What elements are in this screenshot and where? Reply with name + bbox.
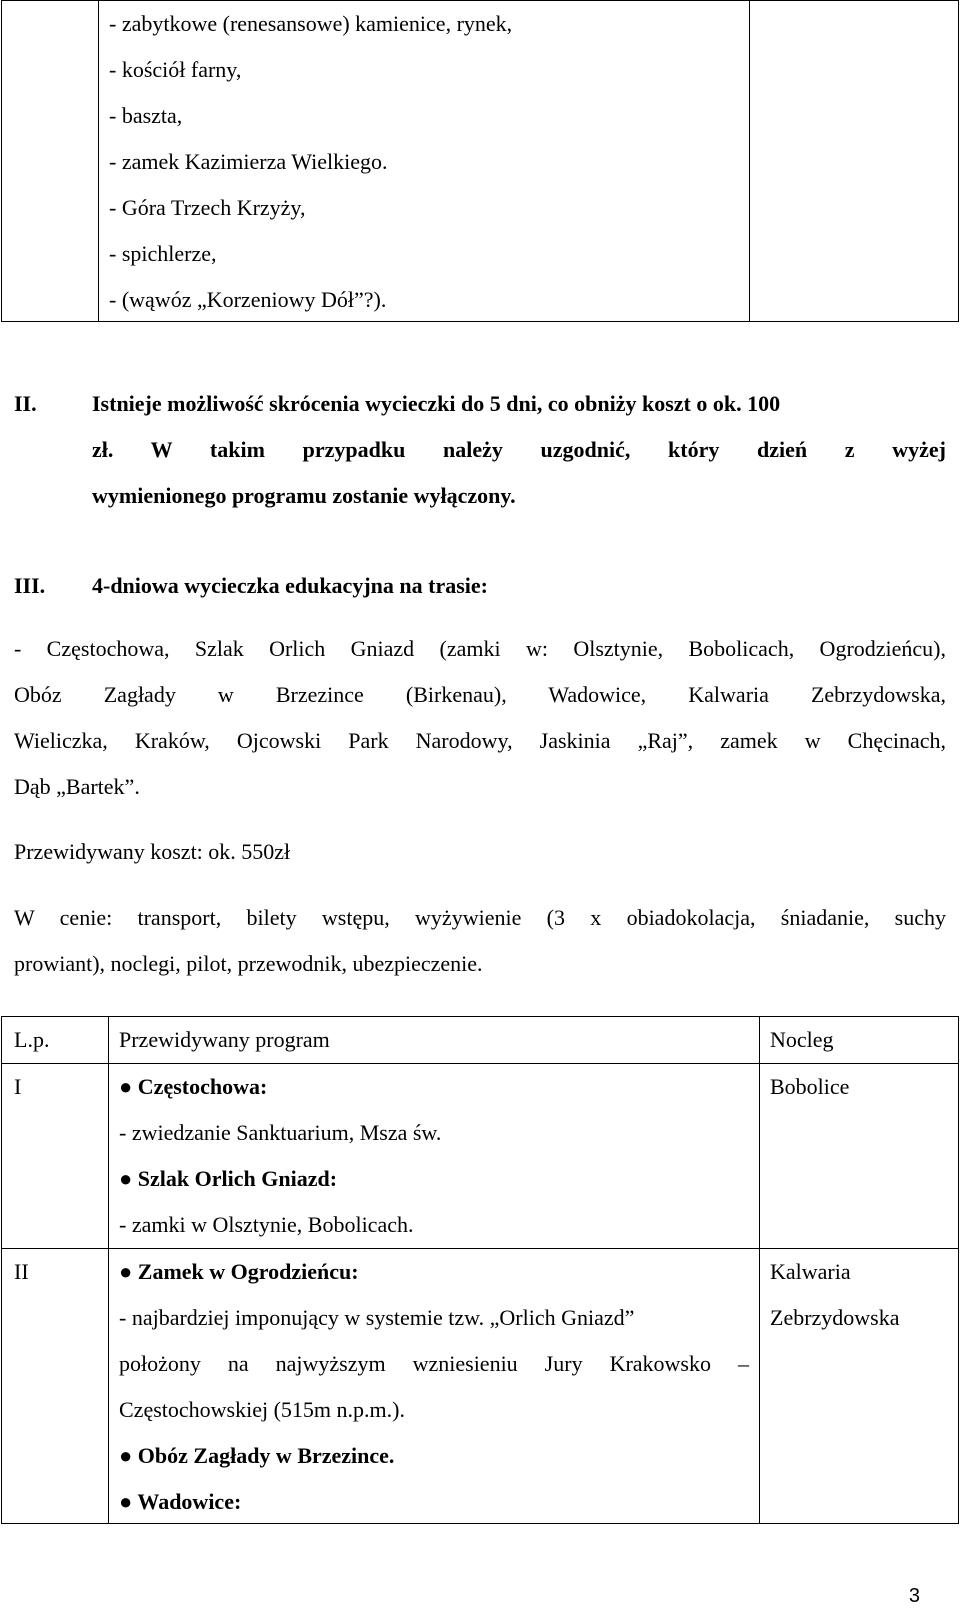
lp-cell: I — [2, 1064, 109, 1249]
price-includes-line: prowiant), noclegi, pilot, przewodnik, ubezpieczenie. — [14, 951, 483, 976]
header-lp: L.p. — [2, 1017, 109, 1064]
list-item: - Góra Trzech Krzyży, — [109, 195, 306, 220]
list-item: Częstochowskiej (515m n.p.m.). — [119, 1397, 405, 1422]
table-row — [2, 1249, 959, 1524]
program-cell — [109, 1064, 760, 1249]
list-item: ● Szlak Orlich Gniazd: — [119, 1166, 338, 1191]
list-item: ● Wadowice: — [119, 1489, 242, 1514]
list-item: - zwiedzanie Sanktuarium, Msza św. — [119, 1120, 442, 1145]
price-includes-line: W cenie: transport, bilety wstępu, wyżywienie (3 x obiadokolacja, śniadanie, suchy — [14, 905, 946, 930]
lp-cell — [2, 1, 99, 322]
program-table — [1, 1016, 959, 1524]
program-cell — [109, 1249, 760, 1524]
price-includes — [14, 895, 946, 987]
bullet-icon: ● — [119, 1259, 133, 1284]
list-item: ● Zamek w Ogrodzieńcu: — [119, 1259, 359, 1284]
header-nocleg: Nocleg — [760, 1017, 959, 1064]
list-item: - baszta, — [109, 103, 183, 128]
continuation-table — [1, 0, 959, 322]
cost-text: Przewidywany koszt: ok. 550zł — [14, 839, 291, 864]
section-numeral: III. — [14, 573, 46, 598]
bullet-icon: ● — [119, 1489, 133, 1514]
list-item: ● Obóz Zagłady w Brzezince. — [119, 1443, 395, 1468]
program-cell — [99, 1, 750, 322]
lp-cell: II — [2, 1249, 109, 1524]
header-program: Przewidywany program — [109, 1017, 760, 1064]
section-text: wymienionego programu zostanie wyłączony. — [92, 483, 516, 508]
list-item: - kościół farny, — [109, 57, 242, 82]
section-text: Istnieje możliwość skrócenia wycieczki do 5 dni, co obniży koszt o ok. 100 — [92, 391, 781, 416]
list-item: - spichlerze, — [109, 241, 217, 266]
route-line: Dąb „Bartek”. — [14, 774, 140, 799]
section-iii — [14, 563, 946, 609]
route-line: Wieliczka, Kraków, Ojcowski Park Narodowy, Jaskinia „Raj”, zamek w Chęcinach, — [14, 728, 946, 753]
list-item: ● Częstochowa: — [119, 1074, 268, 1099]
nocleg-cell: Kalwaria Zebrzydowska — [760, 1249, 959, 1524]
route-line: Obóz Zagłady w Brzezince (Birkenau), Wadowice, Kalwaria Zebrzydowska, — [14, 682, 946, 707]
bullet-icon: ● — [119, 1074, 133, 1099]
route-paragraph — [14, 626, 946, 810]
section-text: zł. W takim przypadku należy uzgodnić, który dzień z wyżej — [92, 437, 946, 462]
list-item: - zamki w Olsztynie, Bobolicach. — [119, 1212, 414, 1237]
nocleg-cell — [750, 1, 959, 322]
page-number: 3 — [908, 1585, 920, 1607]
cost-line — [14, 829, 946, 875]
route-line: - Częstochowa, Szlak Orlich Gniazd (zamki w: Olsztynie, Bobolicach, Ogrodzieńcu), — [14, 636, 946, 661]
section-title: 4-dniowa wycieczka edukacyjna na trasie: — [92, 573, 488, 598]
table-header-row — [2, 1017, 959, 1064]
bullet-icon: ● — [119, 1443, 133, 1468]
list-item: - zabytkowe (renesansowe) kamienice, rynek, — [109, 11, 513, 36]
nocleg-cell: Bobolice — [760, 1064, 959, 1249]
list-item: - (wąwóz „Korzeniowy Dół”?). — [109, 287, 387, 312]
list-item: położony na najwyższym wzniesieniu Jury Krakowsko – — [119, 1351, 749, 1376]
section-numeral: II. — [14, 391, 37, 416]
list-item: - zamek Kazimierza Wielkiego. — [109, 149, 388, 174]
table-row — [2, 1064, 959, 1249]
bullet-icon: ● — [119, 1166, 133, 1191]
list-item: - najbardziej imponujący w systemie tzw. „Orlich Gniazd” — [119, 1305, 635, 1330]
section-ii — [14, 381, 946, 519]
